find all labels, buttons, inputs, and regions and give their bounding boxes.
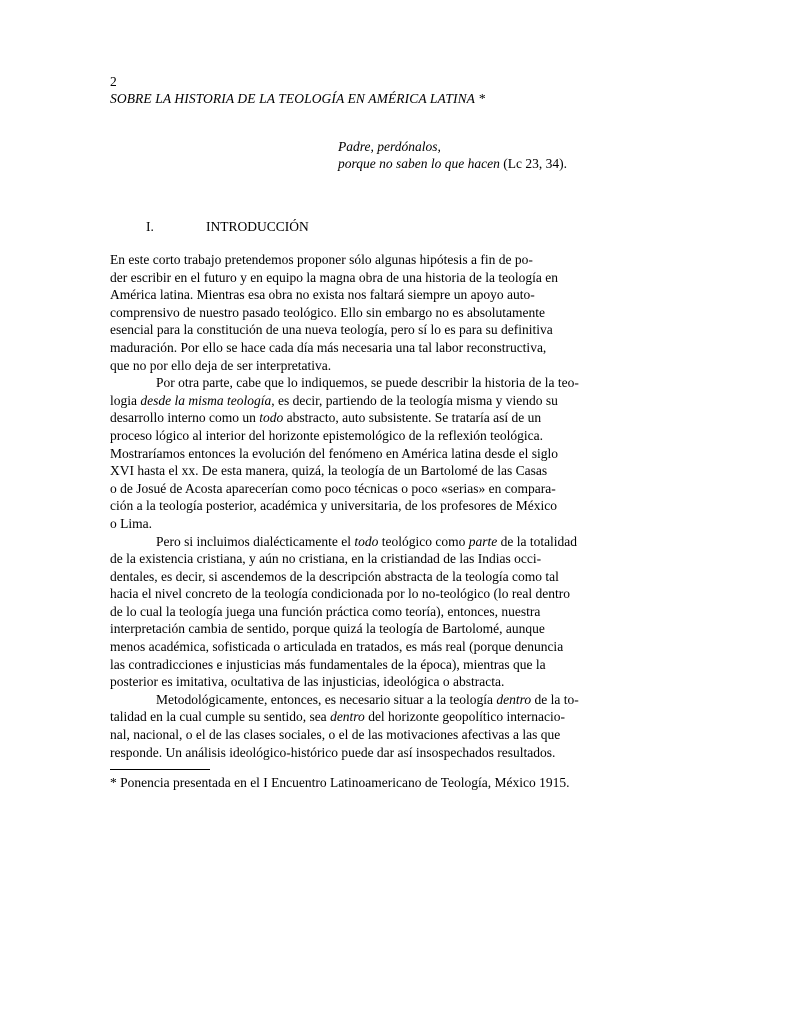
text-run: responde. Un análisis ideológico-histórico puede dar así insospechados resultados. [110,744,556,760]
text-run: der escribir en el futuro y en equipo la magna obra de una historia de la teología en [110,269,558,285]
text-run: Mostraríamos entonces la evolución del fenómeno en América latina desde el siglo [110,445,558,461]
text-run: , es decir, partiendo de la teología misma y viendo su [271,392,558,408]
body-line [110,427,590,445]
body-line [110,321,590,339]
text-run: En este corto trabajo pretendemos proponer sólo algunas hipótesis a fin de po- [110,252,533,267]
body-line [110,251,590,269]
body-line [110,269,590,287]
section-number: I. [146,219,154,234]
body-line [110,568,590,586]
body-line [110,286,590,304]
body-line [110,533,590,551]
body-line [110,550,590,568]
text-run: que no por ello deja de ser interpretativa. [110,357,332,373]
text-run: Pero si incluimos dialécticamente el [156,533,355,549]
body-line [110,673,590,691]
text-run: Metodológicamente, entonces, es necesario situar a la teología [156,691,497,707]
text-run: ción a la teología posterior, académica y universitaria, de los profesores de México [110,498,558,514]
italic-text: todo [259,410,284,426]
chapter-title: SOBRE LA HISTORIA DE LA TEOLOGÍA EN AMÉRICA LATINA * [110,91,486,106]
footnote: * Ponencia presentada en el I Encuentro Latinoamericano de Teología, México 1915. [110,775,570,790]
body-line [110,656,590,674]
body-line [110,409,590,427]
body-line [110,462,590,480]
epigraph-reference: (Lc 23, 34). [499,156,567,171]
text-run: proceso lógico al interior del horizonte epistemológico de la reflexión teológica. [110,427,543,443]
text-run: XVI hasta el xx. De esta manera, quizá, la teología de un Bartolomé de las Casas [110,463,548,479]
body-line [110,304,590,322]
text-run: o de Josué de Acosta aparecerían como poco técnicas o poco «serias» en compara- [110,480,556,496]
body-line [110,726,590,744]
text-run: o Lima. [110,515,152,531]
body-line [110,585,590,603]
body-line [110,638,590,656]
body-line [110,497,590,515]
text-run: teológico como [378,533,469,549]
text-run: interpretación cambia de sentido, porque quizá la teología de Bartolomé, aunque [110,621,545,637]
epigraph-quote: porque no saben lo que hacen [338,156,500,171]
section-title: INTRODUCCIÓN [206,219,309,234]
body-line [110,603,590,621]
epigraph-line-2 [338,155,567,173]
text-run: esencial para la constitución de una nueva teología, pero sí lo es para su definitiva [110,322,553,338]
italic-text: desde la misma teología [140,392,272,408]
body-text [110,251,590,761]
text-run: maduración. Por ello se hace cada día más necesaria una tal labor reconstructiva, [110,339,547,355]
body-line [110,515,590,533]
epigraph-line-1: Padre, perdónalos, [338,139,441,154]
text-run: América latina. Mientras esa obra no exista nos faltará siempre un apoyo auto- [110,287,535,303]
italic-text: todo [354,533,379,549]
text-run: de la to- [531,691,579,707]
text-run: del horizonte geopolítico internacio- [364,709,565,725]
body-line [110,339,590,357]
text-run: comprensivo de nuestro pasado teológico. Ello sin embargo no es absolutamente [110,304,546,320]
italic-text: parte [468,533,498,549]
text-run: posterior es imitativa, ocultativa de las injusticias, ideológica o abstracta. [110,674,505,690]
page-number: 2 [110,74,117,89]
body-line [110,708,590,726]
text-run: de lo cual la teología juega una función práctica como teoría), entonces, nuestra [110,603,541,619]
text-run: Por otra parte, cabe que lo indiquemos, se puede describir la historia de la teo- [156,375,579,391]
italic-text: dentro [330,709,365,725]
text-run: desarrollo interno como un [110,410,260,426]
text-run: las contradicciones e injusticias más fundamentales de la época), mientras que la [110,656,546,672]
body-line [110,691,590,709]
body-line [110,392,590,410]
body-line [110,744,590,762]
italic-text: dentro [496,691,532,707]
text-run: dentales, es decir, si ascendemos de la descripción abstracta de la teología como tal [110,568,559,584]
body-line [110,357,590,375]
text-run: hacia el nivel concreto de la teología condicionada por lo no-teológico (lo real dentro [110,586,570,602]
text-run: menos académica, sofisticada o articulada en tratados, es más real (porque denuncia [110,639,564,655]
text-run: nal, nacional, o el de las clases sociales, o el de las motivaciones afectivas a las que [110,727,561,743]
text-run: talidad en la cual cumple su sentido, sea [110,709,331,725]
footnote-separator [110,769,210,770]
body-line [110,445,590,463]
body-line [110,620,590,638]
text-run: de la totalidad [497,533,578,549]
text-run: de la existencia cristiana, y aún no cristiana, en la cristiandad de las Indias occi- [110,551,542,567]
body-line [110,374,590,392]
body-line [110,480,590,498]
text-run: logia [110,392,141,408]
text-run: abstracto, auto subsistente. Se trataría así de un [283,410,542,426]
